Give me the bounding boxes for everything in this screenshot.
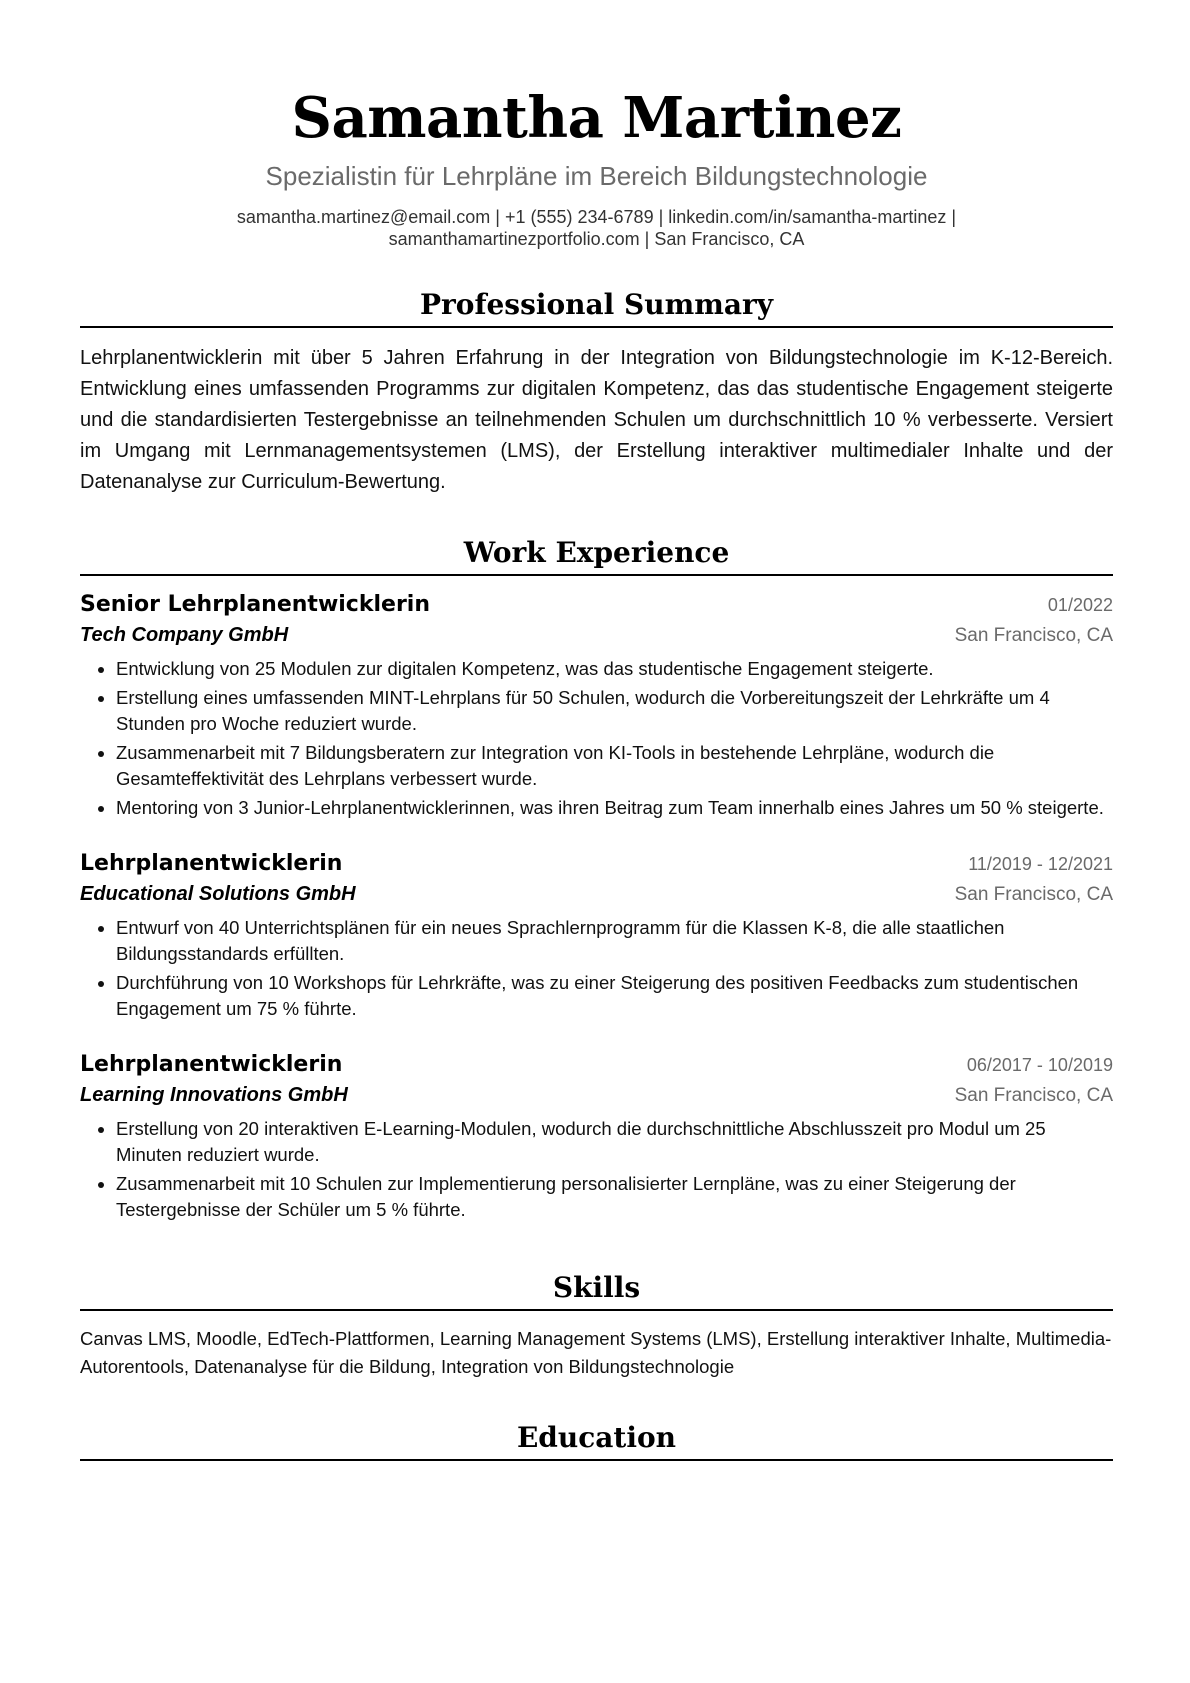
job-bullet: • Entwicklung von 25 Modulen zur digitalen Kompetenz, was das studentische Engagement steigerte. — [116, 656, 1113, 682]
resume-page — [80, 0, 1113, 1461]
job-bullets — [80, 1116, 1113, 1223]
job-bullet: • Entwurf von 40 Unterrichtsplänen für ein neues Sprachlernprogramm für die Klassen K-8, die alle staatlichen Bildungsstandards erfüllten. — [116, 915, 1113, 967]
candidate-name: Samantha Martinez — [291, 85, 902, 151]
job-location: San Francisco, CA — [954, 884, 1113, 905]
job-bullet: • Durchführung von 10 Workshops für Lehrkräfte, was zu einer Steigerung des positiven Feedbacks zum studentischen Engagement um 75 % führte. — [116, 970, 1113, 1022]
education-heading: Education — [80, 1421, 1113, 1461]
contact-line-1: samantha.martinez@email.com | +1 (555) 234-6789 | linkedin.com/in/samantha-martinez | — [236, 207, 957, 227]
job-entry — [80, 849, 1113, 1022]
candidate-headline: Spezialistin für Lehrpläne im Bereich Bildungstechnologie — [265, 161, 928, 191]
job-bullet: • Zusammenarbeit mit 10 Schulen zur Implementierung personalisierter Lernpläne, was zu einer Steigerung der Testergebnisse der Schüler um 5 % führte. — [116, 1171, 1113, 1223]
contact-info — [80, 206, 1113, 250]
job-bullet: • Erstellung eines umfassenden MINT-Lehrplans für 50 Schulen, wodurch die Vorbereitungszeit der Lehrkräfte um 4 Stunden pro Woche reduziert wurde. — [116, 685, 1113, 737]
skills-heading: Skills — [80, 1271, 1113, 1311]
job-bullet: • Mentoring von 3 Junior-Lehrplanentwicklerinnen, was ihren Beitrag zum Team innerhalb eines Jahres um 50 % steigerte. — [116, 795, 1113, 821]
summary-heading: Professional Summary — [80, 288, 1113, 328]
summary-text: Lehrplanentwicklerin mit über 5 Jahren Erfahrung in der Integration von Bildungstechnologie im K-12-Bereich. Entwicklung eines umfassenden Programms zur digitalen Kompetenz, das das studentische Engagement steigerte und die standardisierten Testergebnisse an teilnehmenden Schulen um durchschnittlich 10 % verbesserte. Versiert im Umgang mit Lernmanagementsystemen (LMS), der Erstellung interaktiver multimedialer Inhalte und der Datenanalyse zur Curriculum-Bewertung. — [80, 347, 1113, 493]
company-name: Learning Innovations GmbH — [80, 1084, 348, 1106]
job-title: Lehrplanentwicklerin — [80, 1052, 343, 1077]
job-bullets — [80, 656, 1113, 821]
job-location: San Francisco, CA — [954, 1085, 1113, 1106]
skills-section — [80, 1271, 1113, 1381]
skills-text: Canvas LMS, Moodle, EdTech-Plattformen, Learning Management Systems (LMS), Erstellung interaktiver Inhalte, Multimedia-Autorentools, Datenanalyse für die Bildung, Integration von Bildungstechnologie — [80, 1328, 1112, 1377]
job-title: Lehrplanentwicklerin — [80, 851, 343, 876]
job-bullet: • Erstellung von 20 interaktiven E-Learning-Modulen, wodurch die durchschnittliche Abschlusszeit pro Modul um 25 Minuten reduziert wurde. — [116, 1116, 1113, 1168]
job-entry — [80, 590, 1113, 821]
job-date: 11/2019 - 12/2021 — [968, 854, 1113, 874]
job-location: San Francisco, CA — [954, 625, 1113, 646]
experience-section — [80, 536, 1113, 1223]
company-name: Tech Company GmbH — [80, 624, 289, 646]
experience-heading: Work Experience — [80, 536, 1113, 576]
education-section — [80, 1421, 1113, 1461]
job-bullet: • Zusammenarbeit mit 7 Bildungsberatern zur Integration von KI-Tools in bestehende Lehrpläne, wodurch die Gesamteffektivität des Lehrplans verbessert wurde. — [116, 740, 1113, 792]
job-date: 06/2017 - 10/2019 — [966, 1055, 1113, 1075]
company-name: Educational Solutions GmbH — [80, 883, 356, 905]
job-title: Senior Lehrplanentwicklerin — [80, 592, 430, 617]
summary-section — [80, 288, 1113, 498]
contact-line-2: samanthamartinezportfolio.com | San Francisco, CA — [388, 229, 805, 249]
job-entry — [80, 1050, 1113, 1223]
job-bullets — [80, 915, 1113, 1022]
job-date: 01/2022 — [1047, 595, 1113, 615]
